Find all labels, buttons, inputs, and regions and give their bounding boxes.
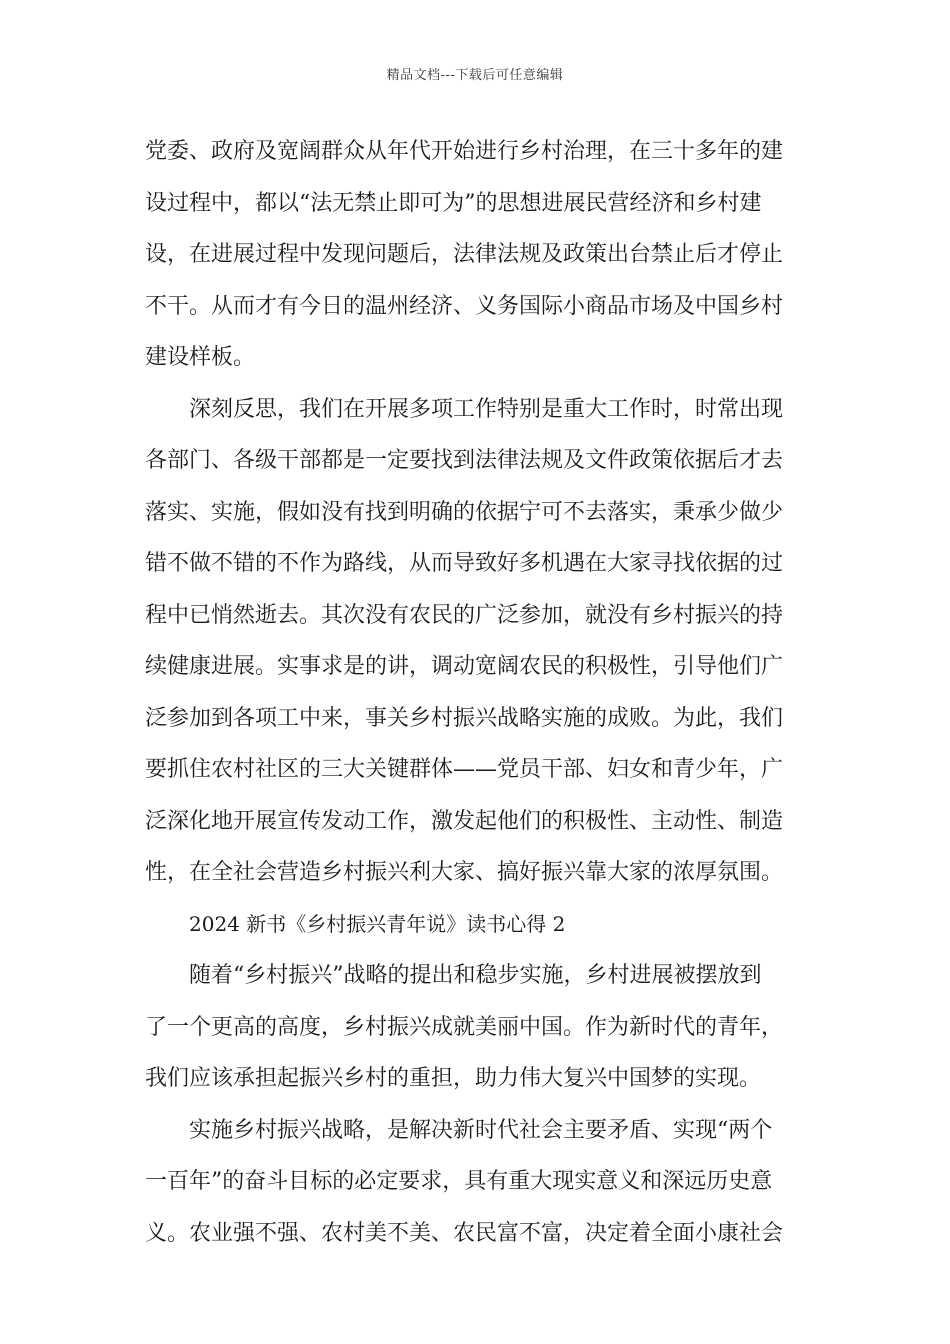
text-line: 我们应该承担起振兴乡村的重担，助力伟大复兴中国梦的实现。 <box>145 1066 762 1091</box>
text-line: 性，在全社会营造乡村振兴利大家、搞好振兴靠大家的浓厚氛围。 <box>145 860 784 885</box>
text-line: 程中已悄然逝去。其次没有农民的广泛参加，就没有乡村振兴的持 <box>145 602 784 628</box>
text-line: 党委、政府及宽阔群众从年代开始进行乡村治理，在三十多年的建 <box>145 139 784 164</box>
text-line: 了一个更高的高度，乡村振兴成就美丽中国。作为新时代的青年， <box>145 1014 784 1040</box>
text-line: 建设样板。 <box>145 345 256 370</box>
text-line: 义。农业强不强、农村美不美、农民富不富，决定着全面小康社会 <box>145 1220 784 1246</box>
text-line: 设过程中，都以“法无禁止即可为”的思想进展民营经济和乡村建 <box>145 190 762 216</box>
text-line: 随着“乡村振兴”战略的提出和稳步实施，乡村进展被摆放到 <box>189 963 762 988</box>
text-line: 一百年”的奋斗目标的必定要求，具有重大现实意义和深远历史意 <box>145 1169 773 1194</box>
text-line: 要抓住农村社区的三大关键群体——党员干部、妇女和青少年，广 <box>145 757 784 782</box>
text-line: 落实、实施，假如没有找到明确的依据宁可不去落实，秉承少做少 <box>145 499 784 525</box>
text-line: 各部门、各级干部都是一定要找到法律法规及文件政策依据后才去 <box>145 448 784 473</box>
text-line: 深刻反思，我们在开展多项工作特别是重大工作时，时常出现 <box>189 396 784 422</box>
text-line: 实施乡村振兴战略，是解决新时代社会主要矛盾、实现“两个 <box>189 1117 773 1143</box>
text-line: 泛参加到各项工中来，事关乡村振兴战略实施的成败。为此，我们 <box>145 705 784 731</box>
section-heading: 2024 新书《乡村振兴青年说》读书心得 2 <box>189 911 566 936</box>
document-body <box>145 126 810 1259</box>
text-line: 设，在进展过程中发现问题后，法律法规及政策出台禁止后才停止 <box>145 242 784 267</box>
text-line: 续健康进展。实事求是的讲，调动宽阔农民的积极性，引导他们广 <box>145 654 784 679</box>
text-line: 错不做不错的不作为路线，从而导致好多机遇在大家寻找依据的过 <box>145 551 784 576</box>
page-header: 精品文档---下载后可任意编辑 <box>386 68 564 83</box>
text-line: 不干。从而才有今日的温州经济、义务国际小商品市场及中国乡村 <box>145 293 784 319</box>
text-line: 泛深化地开展宣传发动工作，激发起他们的积极性、主动性、制造 <box>145 808 784 834</box>
